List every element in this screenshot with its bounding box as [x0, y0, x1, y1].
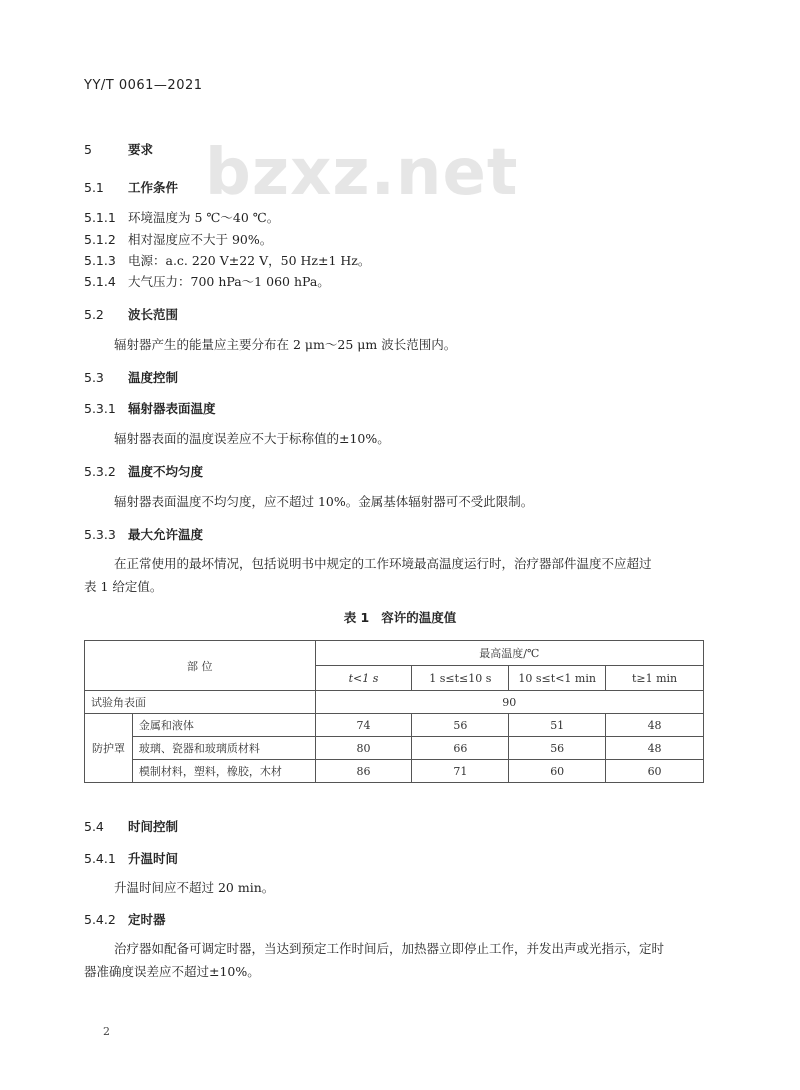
clause-5-1-4	[84, 272, 330, 290]
value-cell: 56	[412, 714, 509, 737]
section-5-heading	[84, 140, 153, 158]
table-row	[85, 714, 704, 737]
section-5-3-heading	[84, 368, 178, 386]
section-5-4-2-heading	[84, 910, 166, 928]
section-title: 波长范围	[128, 307, 179, 322]
clause-number: 5.1.2	[84, 232, 116, 247]
section-5-2-text: 辐射器产生的能量应主要分布在 2 μm～25 μm 波长范围内。	[114, 337, 457, 352]
section-number: 5.3.3	[84, 527, 116, 542]
value-cell: 48	[606, 714, 704, 737]
standard-code: YY/T 0061—2021	[84, 78, 203, 93]
value-cell: 74	[315, 714, 412, 737]
section-5-1-heading	[84, 178, 178, 196]
section-number: 5.4.2	[84, 912, 116, 927]
section-5-2-heading	[84, 305, 178, 323]
section-number: 5.1	[84, 180, 104, 195]
section-number: 5.4.1	[84, 851, 116, 866]
time-header: 10 s≤t<1 min	[509, 666, 606, 691]
section-5-3-3-text-line1: 在正常使用的最坏情况，包括说明书中规定的工作环境最高温度运行时，治疗器部件温度不应超过	[114, 556, 652, 571]
value-cell: 51	[509, 714, 606, 737]
value-cell: 86	[315, 760, 412, 783]
clause-number: 5.1.1	[84, 210, 116, 225]
section-5-3-2-heading	[84, 462, 203, 480]
allowed-temperature-table	[84, 640, 704, 783]
value-cell: 66	[412, 737, 509, 760]
section-5-3-3-heading	[84, 525, 203, 543]
clause-text: 电源：a.c. 220 V±22 V，50 Hz±1 Hz。	[128, 253, 371, 268]
material-cell: 模制材料，塑料，橡胶，木材	[132, 760, 315, 783]
page-number: 2	[103, 1025, 110, 1038]
time-header: 1 s≤t≤10 s	[412, 666, 509, 691]
section-number: 5	[84, 142, 92, 157]
section-5-4-1-text: 升温时间应不超过 20 min。	[114, 880, 275, 895]
value-cell: 60	[606, 760, 704, 783]
section-title: 定时器	[128, 912, 166, 927]
table-caption	[0, 608, 800, 626]
material-cell: 金属和液体	[132, 714, 315, 737]
section-5-3-3-text-line2: 表 1 给定值。	[84, 579, 163, 594]
part-header: 部 位	[85, 641, 316, 691]
test-corner-value: 90	[315, 691, 703, 714]
section-title: 温度控制	[128, 370, 179, 385]
section-title: 时间控制	[128, 819, 179, 834]
section-number: 5.3.1	[84, 401, 116, 416]
section-title: 最大允许温度	[128, 527, 204, 542]
material-cell: 玻璃、瓷器和玻璃质材料	[132, 737, 315, 760]
clause-5-1-1	[84, 208, 279, 226]
section-5-4-heading	[84, 817, 178, 835]
value-cell: 48	[606, 737, 704, 760]
table-caption-number: 表 1	[343, 610, 370, 625]
test-corner-label: 试验角表面	[85, 691, 316, 714]
section-title: 升温时间	[128, 851, 179, 866]
section-title: 工作条件	[128, 180, 179, 195]
section-title: 要求	[128, 142, 154, 157]
table-row	[85, 737, 704, 760]
max-temp-header: 最高温度/℃	[315, 641, 703, 666]
clause-5-1-2	[84, 230, 272, 248]
section-title: 温度不均匀度	[128, 464, 204, 479]
watermark: bzxz.net	[205, 136, 519, 210]
section-number: 5.4	[84, 819, 104, 834]
section-number: 5.3	[84, 370, 104, 385]
clause-text: 大气压力：700 hPa～1 060 hPa。	[128, 274, 330, 289]
section-title: 辐射器表面温度	[128, 401, 216, 416]
clause-text: 相对湿度应不大于 90%。	[128, 232, 273, 247]
value-cell: 60	[509, 760, 606, 783]
value-cell: 80	[315, 737, 412, 760]
section-5-4-1-heading	[84, 849, 178, 867]
value-cell: 71	[412, 760, 509, 783]
clause-number: 5.1.4	[84, 274, 116, 289]
table-header-row	[85, 641, 704, 666]
clause-text: 环境温度为 5 ℃～40 ℃。	[128, 210, 280, 225]
section-5-4-2-text-line2: 器准确度误差应不超过±10%。	[84, 964, 260, 979]
section-number: 5.2	[84, 307, 104, 322]
value-cell: 56	[509, 737, 606, 760]
section-5-3-1-text: 辐射器表面的温度误差应不大于标称值的±10%。	[114, 431, 390, 446]
time-header: t≥1 min	[606, 666, 704, 691]
table-caption-title: 容许的温度值	[381, 610, 457, 625]
table-row	[85, 760, 704, 783]
clause-5-1-3	[84, 251, 370, 269]
section-5-3-2-text: 辐射器表面温度不均匀度，应不超过 10%。金属基体辐射器可不受此限制。	[114, 494, 534, 509]
time-header: t<1 s	[315, 666, 412, 691]
clause-number: 5.1.3	[84, 253, 116, 268]
guard-label: 防护罩	[85, 714, 133, 783]
section-5-3-1-heading	[84, 399, 216, 417]
section-5-4-2-text-line1: 治疗器如配备可调定时器，当达到预定工作时间后，加热器立即停止工作，并发出声或光指示，定时	[114, 941, 665, 956]
table-row	[85, 691, 704, 714]
section-number: 5.3.2	[84, 464, 116, 479]
